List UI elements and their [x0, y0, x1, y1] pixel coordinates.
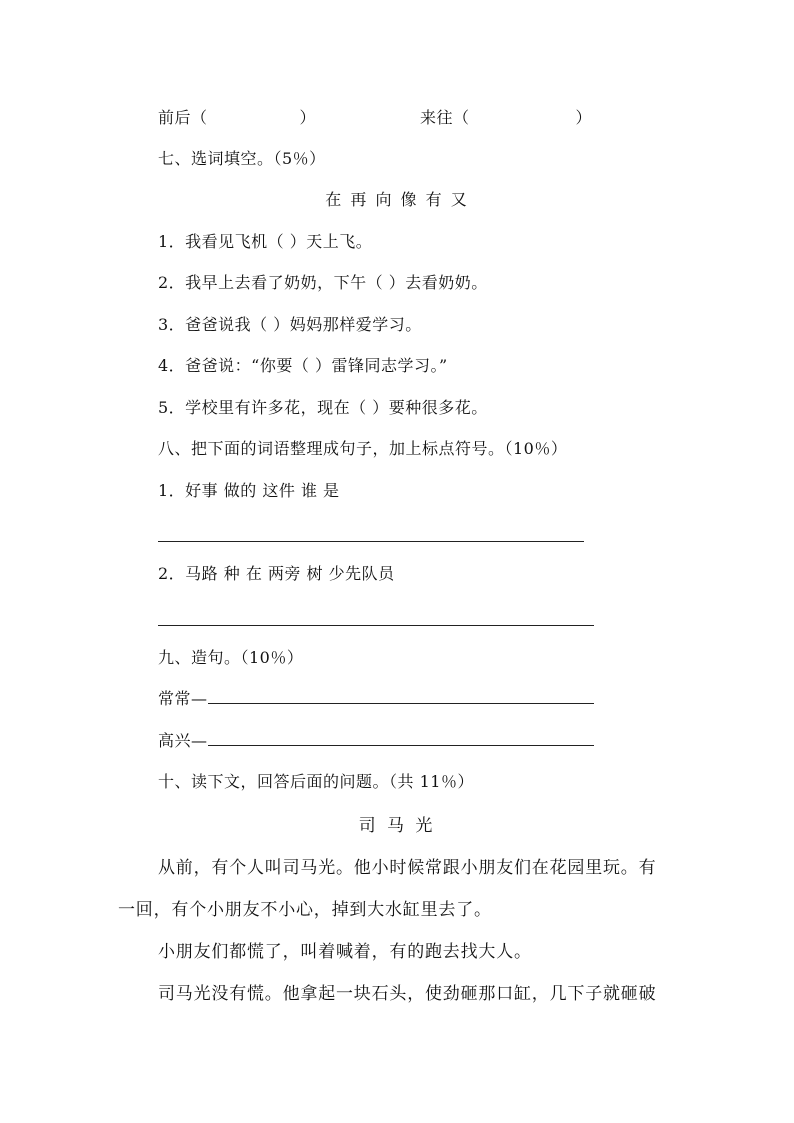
- sec7-question-2: 2．我早上去看了奶奶，下午（ ）去看奶奶。: [158, 273, 488, 292]
- sec9-answer-line-2[interactable]: [208, 731, 594, 746]
- antonym-laiwang-close: ）: [575, 108, 593, 127]
- sec7-title: 七、选词填空。（5％）: [158, 149, 326, 168]
- sec7-question-4: 4．爸爸说：“你要（ ）雷锋同志学习。”: [158, 356, 448, 375]
- sec10-title: 十、读下文，回答后面的问题。（共 11％）: [158, 772, 474, 791]
- antonym-qianhou-close: ）: [299, 108, 317, 127]
- sec8-answer-line-1[interactable]: [158, 541, 584, 542]
- passage-paragraph-3: 司马光没有慌。他拿起一块石头，使劲砸那口缸，几下子就砸破: [158, 984, 657, 1004]
- antonym-laiwang: [420, 108, 592, 128]
- sec7-word-bank: 在 再 向 像 有 又: [325, 190, 469, 209]
- sec9-item-changchang: [158, 689, 594, 709]
- sec7-question-1: 1．我看见飞机（ ）天上飞。: [158, 232, 373, 251]
- sec8-question-1: 1．好事 做的 这件 谁 是: [158, 481, 340, 500]
- passage-paragraph-1a: 从前，有个人叫司马光。他小时候常跟小朋友们在花园里玩。有: [158, 858, 657, 878]
- sec7-question-3: 3．爸爸说我（ ）妈妈那样爱学习。: [158, 315, 422, 334]
- antonym-qianhou-label: 前后（: [158, 108, 208, 127]
- sec9-item-gaoxing-label: 高兴—: [158, 731, 208, 750]
- sec8-question-2: 2．马路 种 在 两旁 树 少先队员: [158, 564, 395, 583]
- passage-paragraph-1b: 一回，有个小朋友不小心，掉到大水缸里去了。: [118, 900, 492, 920]
- sec8-answer-line-2[interactable]: [158, 625, 594, 626]
- antonym-qianhou: [158, 108, 316, 128]
- antonym-laiwang-label: 来往（: [420, 108, 470, 127]
- passage-title: 司 马 光: [358, 816, 436, 836]
- sec9-title: 九、造句。（10％）: [158, 648, 304, 667]
- sec8-title: 八、把下面的词语整理成句子，加上标点符号。（10％）: [158, 439, 568, 458]
- sec9-item-changchang-label: 常常—: [158, 689, 208, 708]
- sec9-answer-line-1[interactable]: [208, 689, 594, 704]
- passage-paragraph-2: 小朋友们都慌了，叫着喊着，有的跑去找大人。: [158, 942, 532, 962]
- sec9-item-gaoxing: [158, 731, 594, 751]
- sec7-question-5: 5．学校里有许多花，现在（ ）要种很多花。: [158, 398, 488, 417]
